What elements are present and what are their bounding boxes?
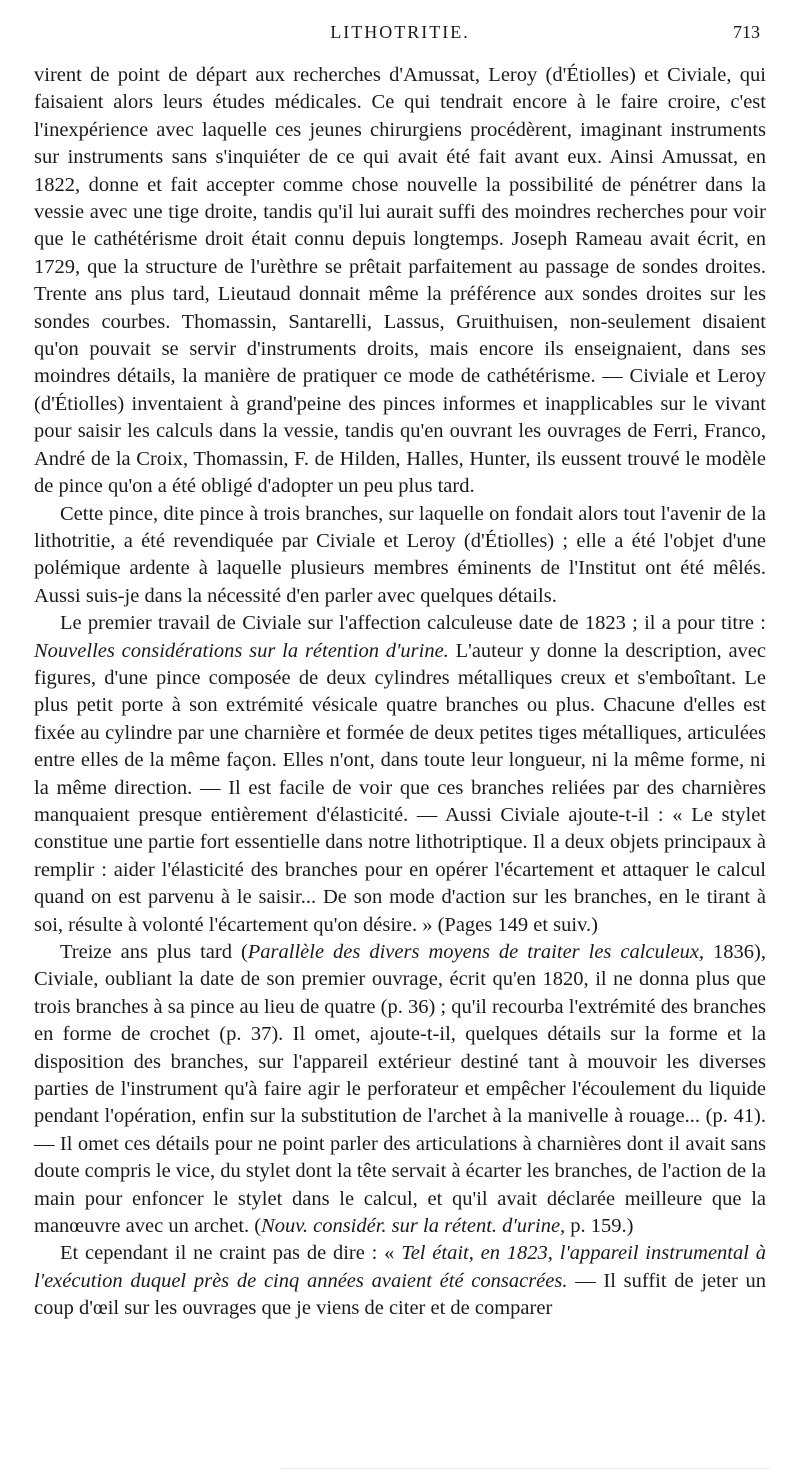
page-number: 713 [733, 22, 760, 42]
paragraph-3-text-before: Le premier travail de Civiale sur l'affection calculeuse date de 1823 ; il a pour titre : [60, 612, 766, 635]
paragraph-1-text: virent de point de départ aux recherches d'Amussat, Leroy (d'Étiolles) et Civiale, qui faisaient alors leurs études médicales. Ce qui tendrait encore à le faire croire, c'est l'inexpérience avec laquelle ces jeunes chirurgiens procédèrent, imaginant instruments sur instruments sans s'inquiéter de ce qui avait été fait avant eux. Ainsi Amussat, en 1822, donne et fait accepter comme chose nouvelle la possibilité de pénétrer dans la vessie avec une tige droite, tandis qu'il lui aurait suffi des moindres recherches pour voir que le cathétérisme droit était connu depuis longtemps. Joseph Rameau avait écrit, en 1729, que la structure de l'urèthre se prêtait parfaitement au passage de sondes droites. Trente ans plus tard, Lieutaud donnait même la préférence aux sondes droites sur les sondes courbes. Thomassin, Santarelli, Lassus, Gruithuisen, non-seulement disaient qu'on pouvait se servir d'instruments droits, mais encore ils enseignaient, dans ses moindres détails, la manière de pratiquer ce mode de cathétérisme. — Civiale et Leroy (d'Étiolles) inventaient à grand'peine des pinces informes et inapplicables sur le vivant pour saisir les calculs dans la vessie, tandis qu'en ouvrant les ouvrages de Ferri, Franco, André de la Croix, Thomassin, F. de Hilden, Halles, Hunter, ils eussent trouvé le modèle de pince qu'on a été obligé d'adopter un peu plus tard. [34, 64, 766, 498]
footer-scan-marks [280, 1462, 770, 1469]
paragraph-4-citation: Nouv. considér. sur la rétent. d'urine, [261, 1215, 566, 1238]
body-text [34, 62, 766, 1323]
paragraph-3-text-after: L'auteur y donne la description, avec figures, d'une pince composée de deux cylindres métalliques creux et s'emboîtant. Le plus petit porte à son extrémité vésicale quatre branches ou plus. Chacune d'elles est fixée au cylindre par une charnière et formée de deux petites tiges métalliques, articulées entre elles de la même façon. Elles n'ont, dans toute leur longueur, ni la même forme, ni la même direction. — Il est facile de voir que ces branches reliées par des charnières manquaient presque entièrement d'élasticité. — Aussi Civiale ajoute-t-il : « Le stylet constitue une partie fort essentielle dans notre lithotriptique. Il a deux objets principaux à remplir : aider l'élasticité des branches pour en opérer l'écartement et attaquer le calcul quand on est parvenu à le saisir... De son mode d'action sur les branches, en le tirant à soi, résulte à volonté l'écartement qu'on désire. » (Pages 149 et suiv.) [34, 639, 766, 936]
paragraph-4-text-after: 1836), Civiale, oubliant la date de son premier ouvrage, écrit qu'en 1820, il ne donna plus que trois branches à sa pince au lieu de quatre (p. 36) ; qu'il recourba l'extrémité des branches en forme de crochet (p. 37). Il omet, ajoute-t-il, quelques détails sur la forme et la disposition des branches, sur l'appareil extérieur destiné tant à mouvoir les diverses parties de l'instrument qu'à faire agir le perforateur et empêcher l'écoulement du liquide pendant l'opération, enfin sur la substitution de l'archet à la manivelle à rouage... (p. 41). — Il omet ces détails pour ne point parler des articulations à charnières dont il avait sans doute compris le vice, du stylet dont la tête servait à écarter les branches, de l'action de la main pour enfoncer le stylet dans le calcul, et qu'il avait déclarée meilleure que la manœuvre avec un archet. ( [34, 941, 767, 1238]
paragraph-4-book-title: Parallèle des divers moyens de traiter les calculeux, [247, 941, 705, 963]
paragraph-1 [34, 62, 766, 501]
paragraph-4 [34, 939, 766, 1240]
paragraph-3-book-title: Nouvelles considérations sur la rétention d'urine. [34, 639, 449, 662]
paragraph-2 [34, 501, 766, 611]
paragraph-4-text-end: p. 159.) [565, 1215, 634, 1238]
paragraph-4-text-before: Treize ans plus tard ( [60, 941, 248, 963]
paragraph-5-text-before: Et cependant il ne craint pas de dire : « [60, 1242, 402, 1265]
paragraph-3 [34, 610, 766, 939]
paragraph-5-text-after: — Il suffit de jeter un coup d'œil sur les ouvrages que je viens de citer et de comparer [34, 1269, 766, 1320]
page-header [34, 22, 766, 50]
running-title: LITHOTRITIE. [330, 22, 470, 42]
paragraph-2-text: Cette pince, dite pince à trois branches, sur laquelle on fondait alors tout l'avenir de la lithotritie, a été revendiquée par Civiale et Leroy (d'Étiolles) ; elle a été l'objet d'une polémique ardente à laquelle plusieurs membres éminents de l'Institut ont été mêlés. Aussi suis-je dans la nécessité d'en parler avec quelques détails. [34, 502, 766, 607]
paragraph-5-quotation: Tel était, en 1823, l'appareil instrumental à l'exécution duquel près de cinq années avaient été consacrées. [34, 1242, 766, 1292]
paragraph-5 [34, 1240, 766, 1322]
